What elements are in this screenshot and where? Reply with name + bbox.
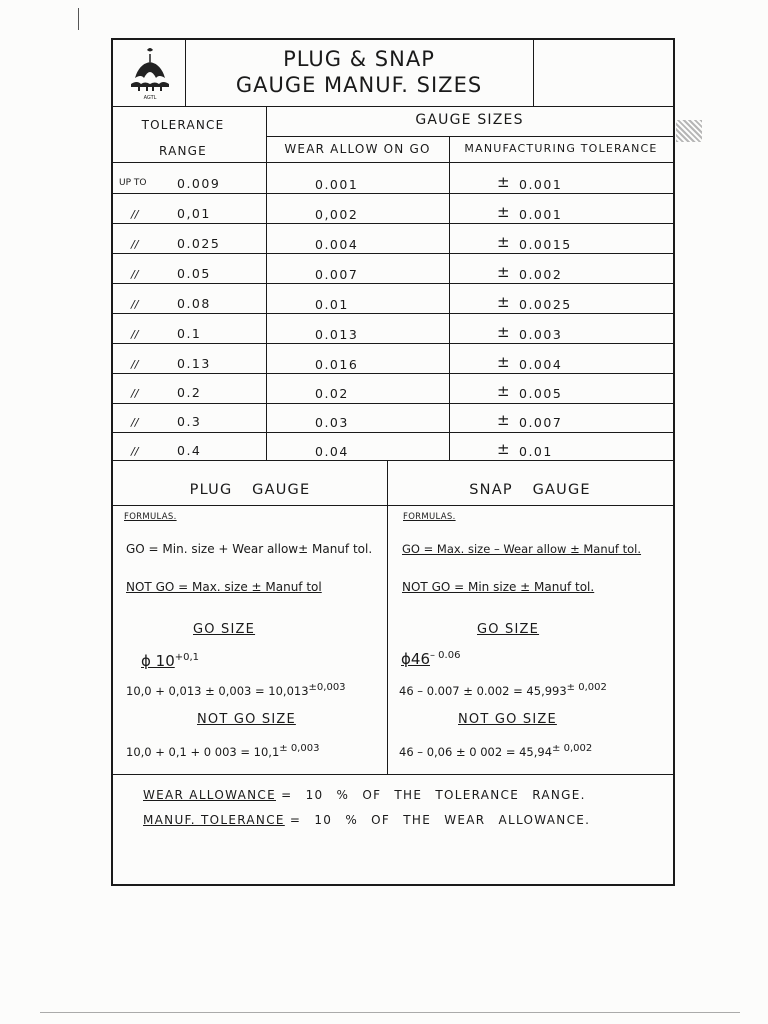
company-logo [121,44,179,102]
gauge-sheet [111,38,675,886]
manuf-value: 0.003 [519,327,563,342]
tolerance-value: 0.2 [177,385,202,400]
wear-header: WEAR ALLOW ON GO [284,142,431,156]
tolerance-value: 0,01 [177,206,211,221]
section-heading-rule [113,505,673,506]
tolerance-value: 0.05 [177,266,211,281]
plug-formulas-label: FORMULAS. [124,512,177,522]
row-prefix: // [131,387,139,400]
tolerance-value: 0.4 [177,443,202,458]
tolerance-value: 0.08 [177,296,211,311]
row-prefix: // [131,238,139,251]
row-prefix: // [131,328,139,341]
plug-go-calc [126,682,346,698]
tolerance-value: 0.3 [177,414,202,429]
manuf-tolerance-note [143,813,590,827]
table-bottom-rule [113,460,673,461]
section-bottom-rule [113,774,673,775]
row-prefix: // [131,208,139,221]
snap-go-size-label: GO SIZE [477,622,540,637]
plus-minus-icon: ± [497,233,512,251]
row-rule [113,403,673,404]
snap-notgo-calc-sup: ± 0,002 [552,743,593,754]
manuf-value: 0.004 [519,357,563,372]
plus-minus-icon: ± [497,263,512,281]
row-prefix: // [131,445,139,458]
tolerance-value: 0.009 [177,176,221,191]
wear-value: 0.004 [315,237,359,252]
row-prefix: // [131,268,139,281]
svg-text:AGTL: AGTL [143,95,157,101]
row-rule [113,313,673,314]
manuf-tolerance-text: = 10 % OF THE WEAR ALLOWANCE. [289,813,591,827]
title-bottom-rule [113,106,673,107]
title-divider-right [533,40,534,106]
plug-notgo-size-label: NOT GO SIZE [197,712,296,727]
row-rule [113,223,673,224]
wear-value: 0.016 [315,357,359,372]
row-rule [113,432,673,433]
header-bottom-rule [113,162,673,163]
gauge-sizes-header: GAUGE SIZES [415,112,524,128]
plus-minus-icon: ± [497,440,512,458]
gauge-sizes-rule [266,136,673,137]
plug-gauge-heading: PLUG GAUGE [189,482,311,498]
plug-dimension [141,652,199,670]
wear-value: 0.007 [315,267,359,282]
snap-dimension-base: ϕ46 [401,650,430,668]
plug-dimension-base: ϕ 10 [141,652,175,670]
snap-dimension [401,650,460,668]
row-prefix: UP TO [119,178,147,188]
snap-notgo-size-label: NOT GO SIZE [458,712,557,727]
plus-minus-icon: ± [497,323,512,341]
row-rule [113,343,673,344]
manuf-value: 0.005 [519,386,563,401]
snap-go-calc [399,682,607,698]
snap-formulas-label: FORMULAS. [403,512,456,522]
snap-dimension-sup: – 0.06 [429,650,461,661]
plug-dimension-sup: +0,1 [174,652,200,663]
wear-allowance-label: WEAR ALLOWANCE [143,788,276,802]
elephant-logo-icon [121,44,179,102]
manuf-value: 0.002 [519,267,563,282]
plus-minus-icon: ± [497,203,512,221]
wear-value: 0.001 [315,177,359,192]
snap-go-formula: GO = Max. size – Wear allow ± Manuf tol. [402,542,642,556]
section-divider [387,460,388,774]
plug-go-size-label: GO SIZE [193,622,256,637]
plus-minus-icon: ± [497,411,512,429]
scan-mark [40,1012,740,1013]
row-prefix: // [131,358,139,371]
scan-mark [676,120,702,142]
manuf-tolerance-label: MANUF. TOLERANCE [143,813,285,827]
title-line-2: GAUGE MANUF. SIZES [235,73,483,97]
snap-notgo-formula: NOT GO = Min size ± Manuf tol. [402,580,595,594]
tolerance-value: 0.025 [177,236,221,251]
plug-notgo-formula: NOT GO = Max. size ± Manuf tol [126,580,322,594]
tolerance-header-line1: TOLERANCE [141,118,225,132]
snap-gauge-heading: SNAP GAUGE [469,482,591,498]
tolerance-value: 0.13 [177,356,211,371]
snap-go-calc-text: 46 – 0.007 ± 0.002 = 45,993 [399,683,567,698]
snap-notgo-calc [399,743,592,759]
row-rule [113,253,673,254]
plug-go-formula: GO = Min. size + Wear allow± Manuf tol. [126,542,373,556]
manuf-value: 0.01 [519,444,553,459]
table-divider-2 [449,136,450,460]
plus-minus-icon: ± [497,173,512,191]
wear-allowance-note [143,788,586,802]
title-line-1: PLUG & SNAP [283,47,435,71]
wear-value: 0.013 [315,327,359,342]
manuf-value: 0.0015 [519,237,572,252]
wear-value: 0.02 [315,386,349,401]
snap-notgo-calc-text: 46 – 0,06 ± 0 002 = 45,94 [399,744,553,759]
plug-go-calc-sup: ±0,003 [308,682,346,693]
plug-notgo-calc-text: 10,0 + 0,1 + 0 003 = 10,1 [126,744,280,759]
wear-value: 0,002 [315,207,359,222]
row-rule [113,373,673,374]
wear-value: 0.04 [315,444,349,459]
plus-minus-icon: ± [497,382,512,400]
row-rule [113,193,673,194]
wear-value: 0.03 [315,415,349,430]
manuf-value: 0.001 [519,177,563,192]
wear-allowance-text: = 10 % OF THE TOLERANCE RANGE. [281,788,586,802]
snap-go-calc-sup: ± 0,002 [566,682,607,693]
page-title [185,46,533,98]
tolerance-header-line2: RANGE [159,144,207,158]
plug-notgo-calc [126,743,319,759]
plug-notgo-calc-sup: ± 0,003 [279,743,320,754]
manuf-value: 0.001 [519,207,563,222]
row-rule [113,283,673,284]
manuf-value: 0.007 [519,415,563,430]
plus-minus-icon: ± [497,353,512,371]
row-prefix: // [131,298,139,311]
manuf-value: 0.0025 [519,297,572,312]
row-prefix: // [131,416,139,429]
wear-value: 0.01 [315,297,349,312]
manuf-header: MANUFACTURING TOLERANCE [464,142,658,155]
plug-go-calc-text: 10,0 + 0,013 ± 0,003 = 10,013 [126,683,309,698]
tolerance-value: 0.1 [177,326,202,341]
scan-mark [78,8,79,30]
plus-minus-icon: ± [497,293,512,311]
